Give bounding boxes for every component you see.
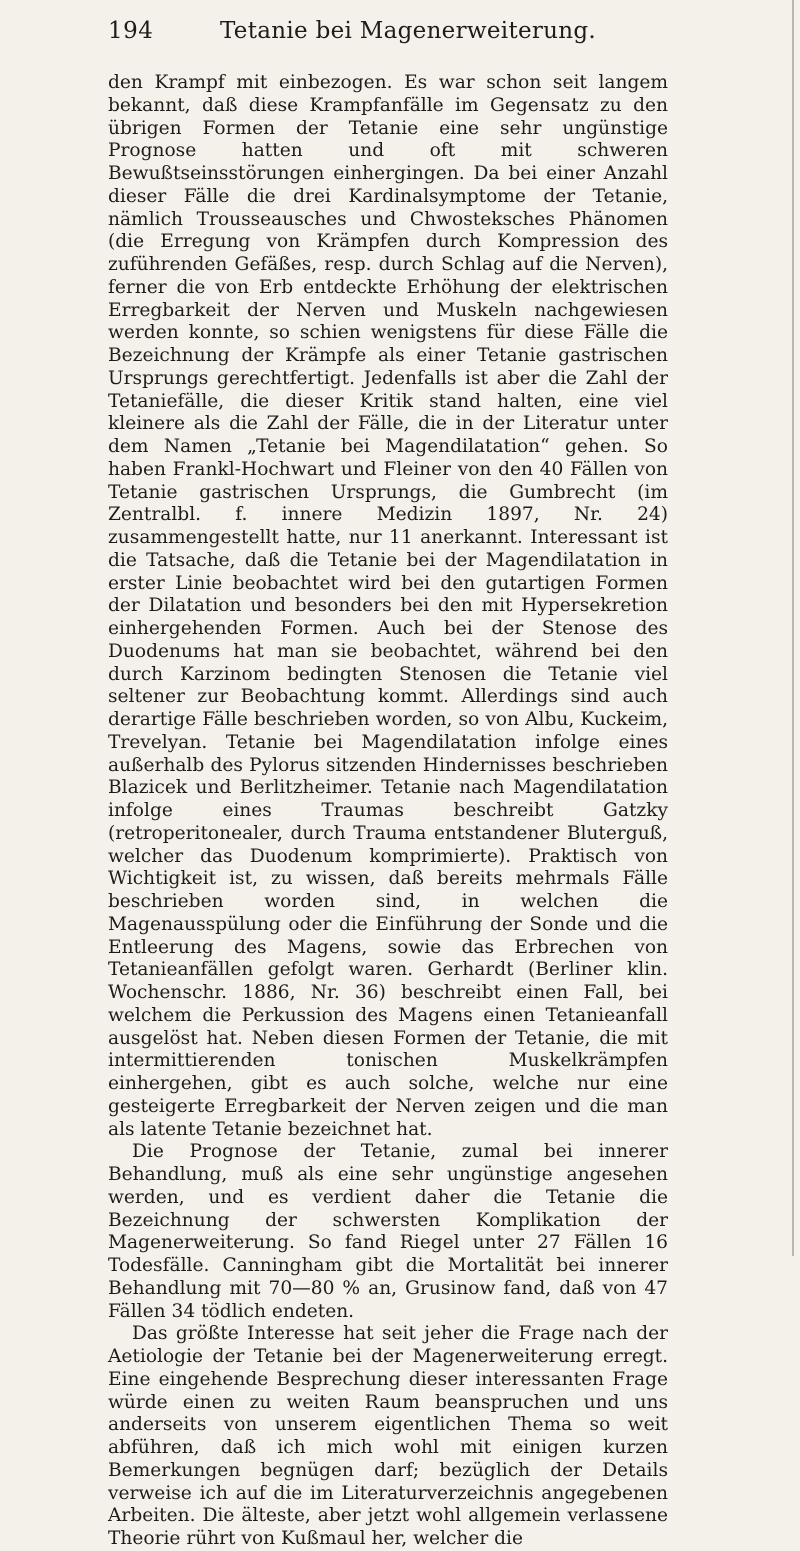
running-title: Tetanie bei Magenerweiterung. [219, 18, 597, 44]
paragraph-3: Das größte Interesse hat seit jeher die Frage nach der Aetiologie der Tetanie bei der Magenerweiterung erregt. Eine eingehende Besprechung dieser interessanten Frage würde einen zu weiten Raum beanspruchen und uns anderseits von unserem eigentlichen Thema so weit abführen, daß ich mich wohl mit einigen kurzen Bemerkungen begnügen darf; bezüglich der Details verweise ich auf die im Literaturverzeichnis angegebenen Arbeiten. Die älteste, aber jetzt wohl allgemein verlassene Theorie rührt von Kußmaul her, welcher die [108, 1323, 668, 1549]
paragraph-1: den Krampf mit einbezogen. Es war schon seit langem bekannt, daß diese Krampfanfälle im Gegensatz zu den übrigen Formen der Tetanie eine sehr ungünstige Prognose hatten und oft mit schweren Bewußtseinsstörungen einhergingen. Da bei einer Anzahl dieser Fälle die drei Kardinalsymptome der Tetanie, nämlich Trousseausches und Chwosteksches Phänomen (die Erregung von Krämpfen durch Kompression des zuführenden Gefäßes, resp. durch Schlag auf die Nerven), ferner die von Erb entdeckte Erhöhung der elektrischen Erregbarkeit der Nerven und Muskeln nachgewiesen werden konnte, so schien wenigstens für diese Fälle die Bezeichnung der Krämpfe als einer Tetanie gastrischen Ursprungs gerechtfertigt. Jedenfalls ist aber die Zahl der Tetaniefälle, die dieser Kritik stand halten, eine viel kleinere als die Zahl der Fälle, die in der Literatur unter dem Namen „Tetanie bei Magendilatation“ gehen. So haben Frankl-Hochwart und Fleiner von den 40 Fällen von Tetanie gastrischen Ursprungs, die Gumbrecht (im Zentralbl. f. innere Medizin 1897, Nr. 24) zusammengestellt hatte, nur 11 anerkannt. Interessant ist die Tatsache, daß die Tetanie bei der Magendilatation in erster Linie beobachtet wird bei den gutartigen Formen der Dilatation und besonders bei den mit Hypersekretion einhergehenden Formen. Auch bei der Stenose des Duodenums hat man sie beobachtet, während bei den durch Karzinom bedingten Stenosen die Tetanie viel seltener zur Beobachtung kommt. Allerdings sind auch derartige Fälle beschrieben worden, so von Albu, Kuckeim, Trevelyan. Tetanie bei Magendilatation infolge eines außerhalb des Pylorus sitzenden Hindernisses beschrieben Blazicek und Berlitzheimer. Tetanie nach Magendilatation infolge eines Traumas beschreibt Gatzky (retroperitonealer, durch Trauma entstandener Bluterguß, welcher das Duodenum komprimierte). Praktisch von Wichtigkeit ist, zu wissen, daß bereits mehrmals Fälle beschrieben worden sind, in welchen die Magenausspülung oder die Einführung der Sonde und die Entleerung des Magens, sowie das Erbrechen von Tetanieanfällen gefolgt waren. Gerhardt (Berliner klin. Wochenschr. 1886, Nr. 36) beschreibt einen Fall, bei welchem die Perkussion des Magens einen Tetanieanfall ausgelöst hat. Neben diesen Formen der Tetanie, die mit intermittierenden tonischen Muskelkrämpfen einhergehen, gibt es auch solche, welche nur eine gesteigerte Erregbarkeit der Nerven zeigen und die man als latente Tetanie bezeichnet hat. [108, 72, 668, 1140]
body-text [108, 72, 668, 1551]
page-header [108, 18, 668, 54]
page-number: 194 [108, 18, 154, 44]
page-edge-divider [792, 0, 794, 1256]
paragraph-2: Die Prognose der Tetanie, zumal bei innerer Behandlung, muß als eine sehr ungünstige angesehen werden, und es verdient daher die Tetanie die Bezeichnung der schwersten Komplikation der Magenerweiterung. So fand Riegel unter 27 Fällen 16 Todesfälle. Canningham gibt die Mortalität bei innerer Behandlung mit 70—80 % an, Grusinow fand, daß von 47 Fällen 34 tödlich endeten. [108, 1141, 668, 1322]
